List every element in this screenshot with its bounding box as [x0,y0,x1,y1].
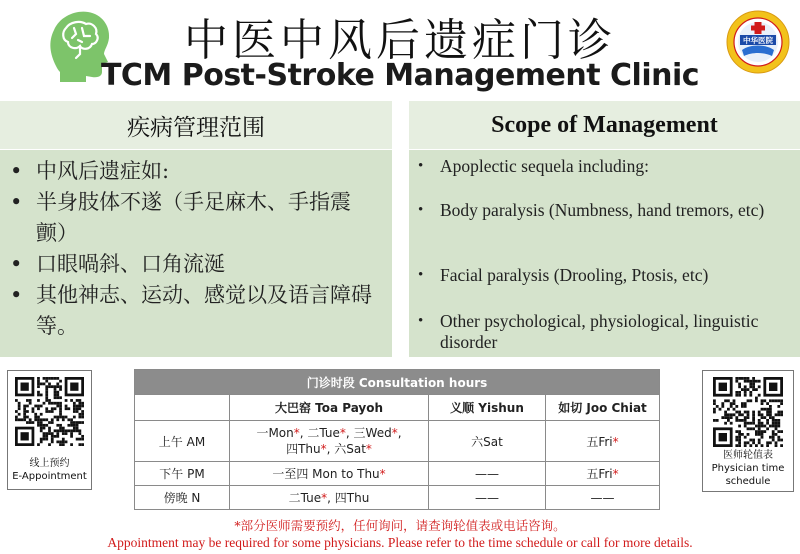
cell-ev-joo-chiat: —— [546,486,660,510]
list-item: • 其他神志、运动、感觉以及语言障碍等。 [36,280,380,342]
column-header-yishun: 义顺 Yishun [429,395,546,421]
table-row [135,462,660,486]
list-item: • 中风后遗症如: [36,156,380,187]
qr-label-en: E-Appointment [12,471,87,482]
column-header-toa-payoh: 大巴窑 Toa Payoh [230,395,429,421]
empty-header-cell [135,395,230,421]
cell-pm-joo-chiat: 五Fri* [546,462,660,486]
title-chinese: 中医中风后遗症门诊 [184,15,616,66]
hospital-logo-icon [726,10,790,74]
list-item: • Apoplectic sequela including: [440,156,790,177]
left-panel-heading: 疾病管理范围 [0,101,392,149]
row-label-am: 上午 AM [135,421,230,462]
footer-note-chinese: *部分医师需要预约，任何询问，请查询轮值表或电话咨询。 [234,518,566,533]
logo-text: 中华医院 [743,36,773,45]
table-row [135,421,660,462]
list-item: • Facial paralysis (Drooling, Ptosis, etc) [440,265,790,286]
qr-code-icon[interactable] [713,377,783,447]
e-appointment-qr-card[interactable] [7,370,92,490]
right-panel-heading: Scope of Management [409,101,800,149]
footer-note-english: Appointment may be required for some physicians. Please refer to the time schedule or call for more details. [107,535,693,550]
cell-pm-toa-payoh: 一至四 Mon to Thu* [230,462,429,486]
cell-am-yishun: 六Sat [429,421,546,462]
table-row [135,486,660,510]
right-scope-panel [409,150,800,357]
title-english: TCM Post-Stroke Management Clinic [100,58,700,93]
cell-am-toa-payoh: 一Mon*, 二Tue*, 三Wed*, 四Thu*, 六Sat* [230,421,429,462]
qr-code-icon[interactable] [15,377,84,446]
left-scope-list [0,150,392,342]
cell-am-joo-chiat: 五Fri* [546,421,660,462]
list-item: • 半身肢体不遂（手足麻木、手指震颤） [36,187,380,249]
qr-label-cn: 医师轮值表 [723,450,773,461]
row-label-pm: 下午 PM [135,462,230,486]
consultation-hours-table [134,369,660,510]
row-label-evening: 傍晚 N [135,486,230,510]
qr-label-cn: 线上预约 [29,458,70,469]
list-item: • Other psychological, physiological, linguistic disorder [440,311,790,353]
list-item: • 口眼喎斜、口角流涎 [36,249,380,280]
cell-ev-toa-payoh: 二Tue*, 四Thu [230,486,429,510]
cell-pm-yishun: —— [429,462,546,486]
column-header-joo-chiat: 如切 Joo Chiat [546,395,660,421]
qr-label-en: Physician time schedule [711,463,785,487]
table-caption: 门诊时段 Consultation hours [135,370,660,395]
list-item: • Body paralysis (Numbness, hand tremors, etc) [440,200,790,221]
cell-ev-yishun: —— [429,486,546,510]
physician-schedule-qr-card[interactable] [702,370,794,492]
left-scope-panel [0,150,392,357]
